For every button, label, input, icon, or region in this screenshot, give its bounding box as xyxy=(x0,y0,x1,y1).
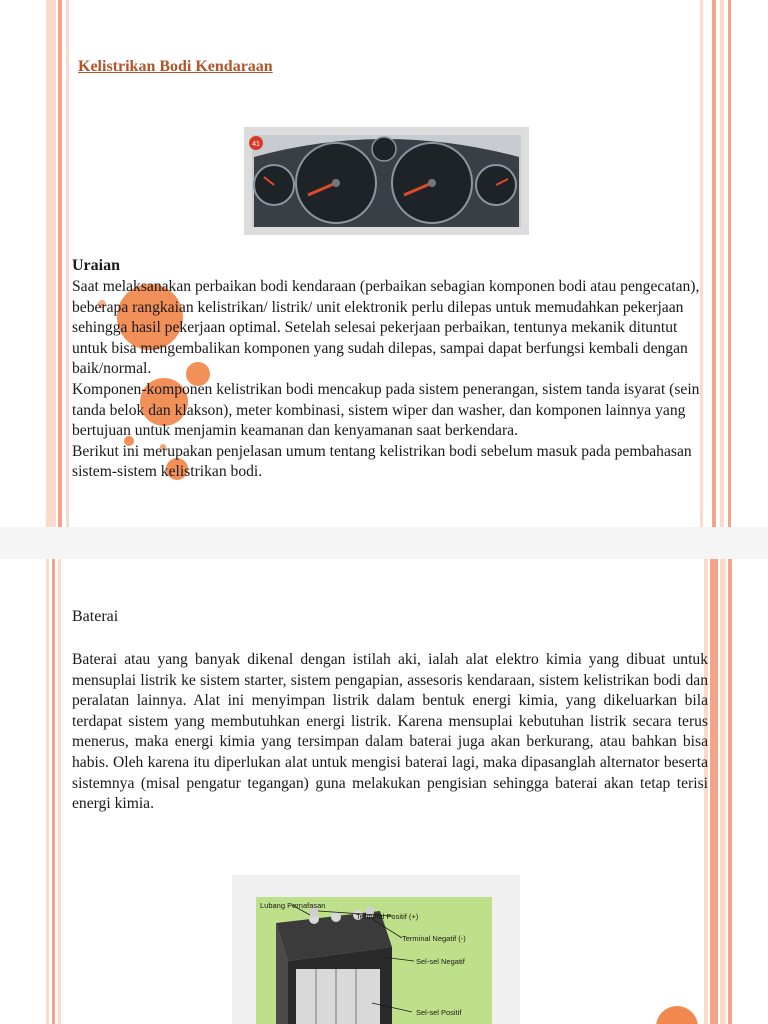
positive-terminal-label: Terminal Positif (+) xyxy=(356,912,419,921)
right-stripe xyxy=(720,0,724,527)
left-stripe xyxy=(46,559,49,1024)
right-stripe xyxy=(728,559,732,1024)
left-stripe xyxy=(46,0,56,527)
section-heading: Baterai xyxy=(72,608,119,625)
paragraph: Saat melaksanakan perbaikan bodi kendaraan (perbaikan sebagian komponen bodi atau pengecatan), beberapa rangkaian kelistrikan/ listrik/ unit elektronik perlu dilepas untuk memudahkan pekerjaan sehingga hasil pekerjaan optimal. Setelah selesai pekerjaan perbaikan, tentunya mekanik dituntut untuk bisa mengembalikan komponen yang sudah dilepas, sampai dapat berfungsi kembali dengan baik/normal. xyxy=(72,278,700,378)
positive-cells-label: Sel-sel Positif xyxy=(416,1008,462,1017)
figure-number: 41 xyxy=(252,141,260,148)
negative-cells-label: Sel-sel Negatif xyxy=(416,957,465,966)
battery-diagram-image xyxy=(232,875,520,1024)
left-stripe xyxy=(66,0,69,527)
left-stripe xyxy=(58,559,61,1024)
body-text: Baterai atau yang banyak dikenal dengan istilah aki, ialah alat elektro kimia yang dibuat untuk mensuplai listrik ke sistem starter, sistem pengapian, assesoris kendaraan, sistem kelistrikan bodi dan peralatan lainnya. Alat ini menyimpan listrik dalam bentuk energi kimia, yang dikeluarkan bila terdapat sistem yang membutuhkan energi listrik. Karena mensuplai kebutuhan listrik secara terus menerus, maka energi kimia yang tersimpan dalam baterai juga akan berkurang, atau bahkan bisa habis. Oleh karena itu diperlukan alat untuk mengisi baterai lagi, maka dipasanglah alternator beserta sistemnya (misal pengatur tegangan) guna melakukan pengisian sehingga baterai akan tetap terisi energi kimia. xyxy=(72,651,708,813)
paragraph: Berikut ini merupakan penjelasan umum tentang kelistrikan bodi sebelum masuk pada pembahasan sistem-sistem kelistrikan bodi. xyxy=(72,442,692,481)
slide-title: Kelistrikan Bodi Kendaraan xyxy=(78,58,273,75)
right-stripe xyxy=(720,559,726,1024)
slide-gap xyxy=(0,527,768,559)
left-stripe xyxy=(58,0,62,527)
vent-label: Lubang Pernafasan xyxy=(260,901,326,910)
right-stripe xyxy=(728,0,731,527)
section-heading: Uraian xyxy=(72,257,120,274)
instrument-cluster-image xyxy=(244,127,529,235)
body-text xyxy=(72,277,712,483)
right-stripe xyxy=(710,559,718,1024)
left-stripe xyxy=(52,559,55,1024)
paragraph: Komponen-komponen kelistrikan bodi mencakup pada sistem penerangan, sistem tanda isyarat (sein tanda belok dan klakson), meter kombinasi, sistem wiper dan washer, dan komponen lainnya yang bertujuan untuk menjamin keamanan dan kenyamanan saat berkendara. xyxy=(72,380,700,440)
negative-terminal-label: Terminal Negatif (-) xyxy=(402,934,466,943)
right-stripe xyxy=(712,0,716,527)
decor-circle xyxy=(656,1006,698,1024)
